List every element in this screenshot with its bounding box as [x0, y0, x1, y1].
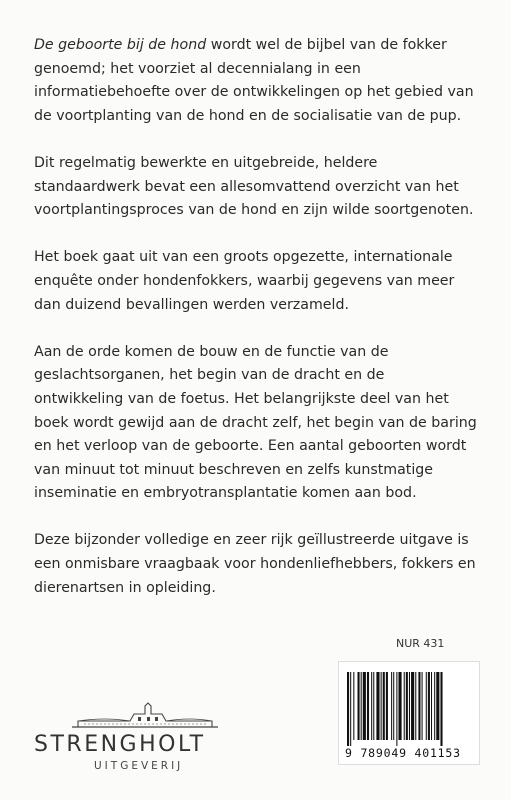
book-title: De geboorte bij de hond: [34, 37, 207, 53]
barcode-bar: [404, 672, 405, 740]
back-cover-blurb: [34, 34, 478, 624]
barcode-bar: [415, 672, 416, 740]
barcode-bar: [367, 672, 369, 740]
barcode-bar: [353, 672, 354, 740]
barcode-bar: [396, 672, 397, 746]
publisher-subtitle: UITGEVERIJ: [94, 760, 184, 772]
barcode-bar: [426, 672, 427, 740]
barcode-bar: [371, 672, 372, 740]
barcode-bar: [361, 672, 362, 740]
barcode-bar: [383, 672, 385, 740]
publisher-name: STRENGHOLT: [34, 732, 206, 757]
barcode-bar: [376, 672, 379, 740]
barcode-bar: [347, 672, 349, 746]
barcode-bar: [381, 672, 382, 740]
barcode-bars: [347, 672, 471, 746]
barcode-bar: [418, 672, 420, 740]
barcode-bar: [434, 672, 435, 740]
barcode-bar: [440, 672, 442, 746]
barcode-bar: [386, 672, 388, 740]
blurb-paragraph-4: Aan de orde komen de bouw en de functie van de geslachtsorganen, het begin van de dracht en de ontwikkeling van de foetus. Het belangrijkste deel van het boek wordt gewijd aan de dracht zelf, het begin van de baring en het verloop van de geboorte. Een aantal geboorten wordt van minuut tot minuut beschreven en zelfs kunstmatige inseminatie en embryotransplantatie komen aan bod.: [34, 343, 477, 502]
barcode: [338, 661, 480, 765]
building-logo-icon: [70, 700, 220, 730]
barcode-bar: [428, 672, 430, 740]
barcode-bar: [431, 672, 432, 740]
barcode-bar: [393, 672, 394, 740]
barcode-bar: [373, 672, 374, 740]
barcode-bar: [350, 672, 351, 746]
barcode-bar: [436, 672, 439, 740]
blurb-paragraph-2: Dit regelmatig bewerkte en uitgebreide, heldere standaardwerk bevat een allesomvattend overzicht van het voortplantingsproces van de hond en zijn wilde soortgenoten.: [34, 154, 474, 219]
barcode-bar: [422, 672, 423, 740]
blurb-paragraph-5: Deze bijzonder volledige en zeer rijk geïllustreerde uitgave is een onmisbare vraagbaak voor hondenliefhebbers, fokkers en dierenartsen in opleiding.: [34, 532, 476, 596]
blurb-paragraph-3: Het boek gaat uit van een groots opgezette, internationale enquête onder hondenfokkers, waarbij gegevens van meer dan duizend bevallingen werden verzameld.: [34, 249, 455, 313]
barcode-bar: [363, 672, 366, 740]
isbn-digits: 9 789049 401153: [345, 746, 461, 760]
blurb-paragraph-1-text: wordt wel de bijbel van de fokker genoemd; het voorziet al decennialang in een informatiebehoefte over de ontwikkelingen op het gebied van de voortplanting van de hond en de socialisatie van de pup.: [34, 37, 474, 124]
barcode-bar: [358, 672, 360, 740]
barcode-bar: [406, 672, 408, 740]
barcode-bar: [411, 672, 414, 740]
blurb-paragraph-1: [34, 34, 478, 128]
barcode-bar: [391, 672, 392, 740]
barcode-bar: [409, 672, 410, 740]
nur-code: NUR 431: [396, 637, 445, 650]
barcode-bar: [398, 672, 401, 740]
